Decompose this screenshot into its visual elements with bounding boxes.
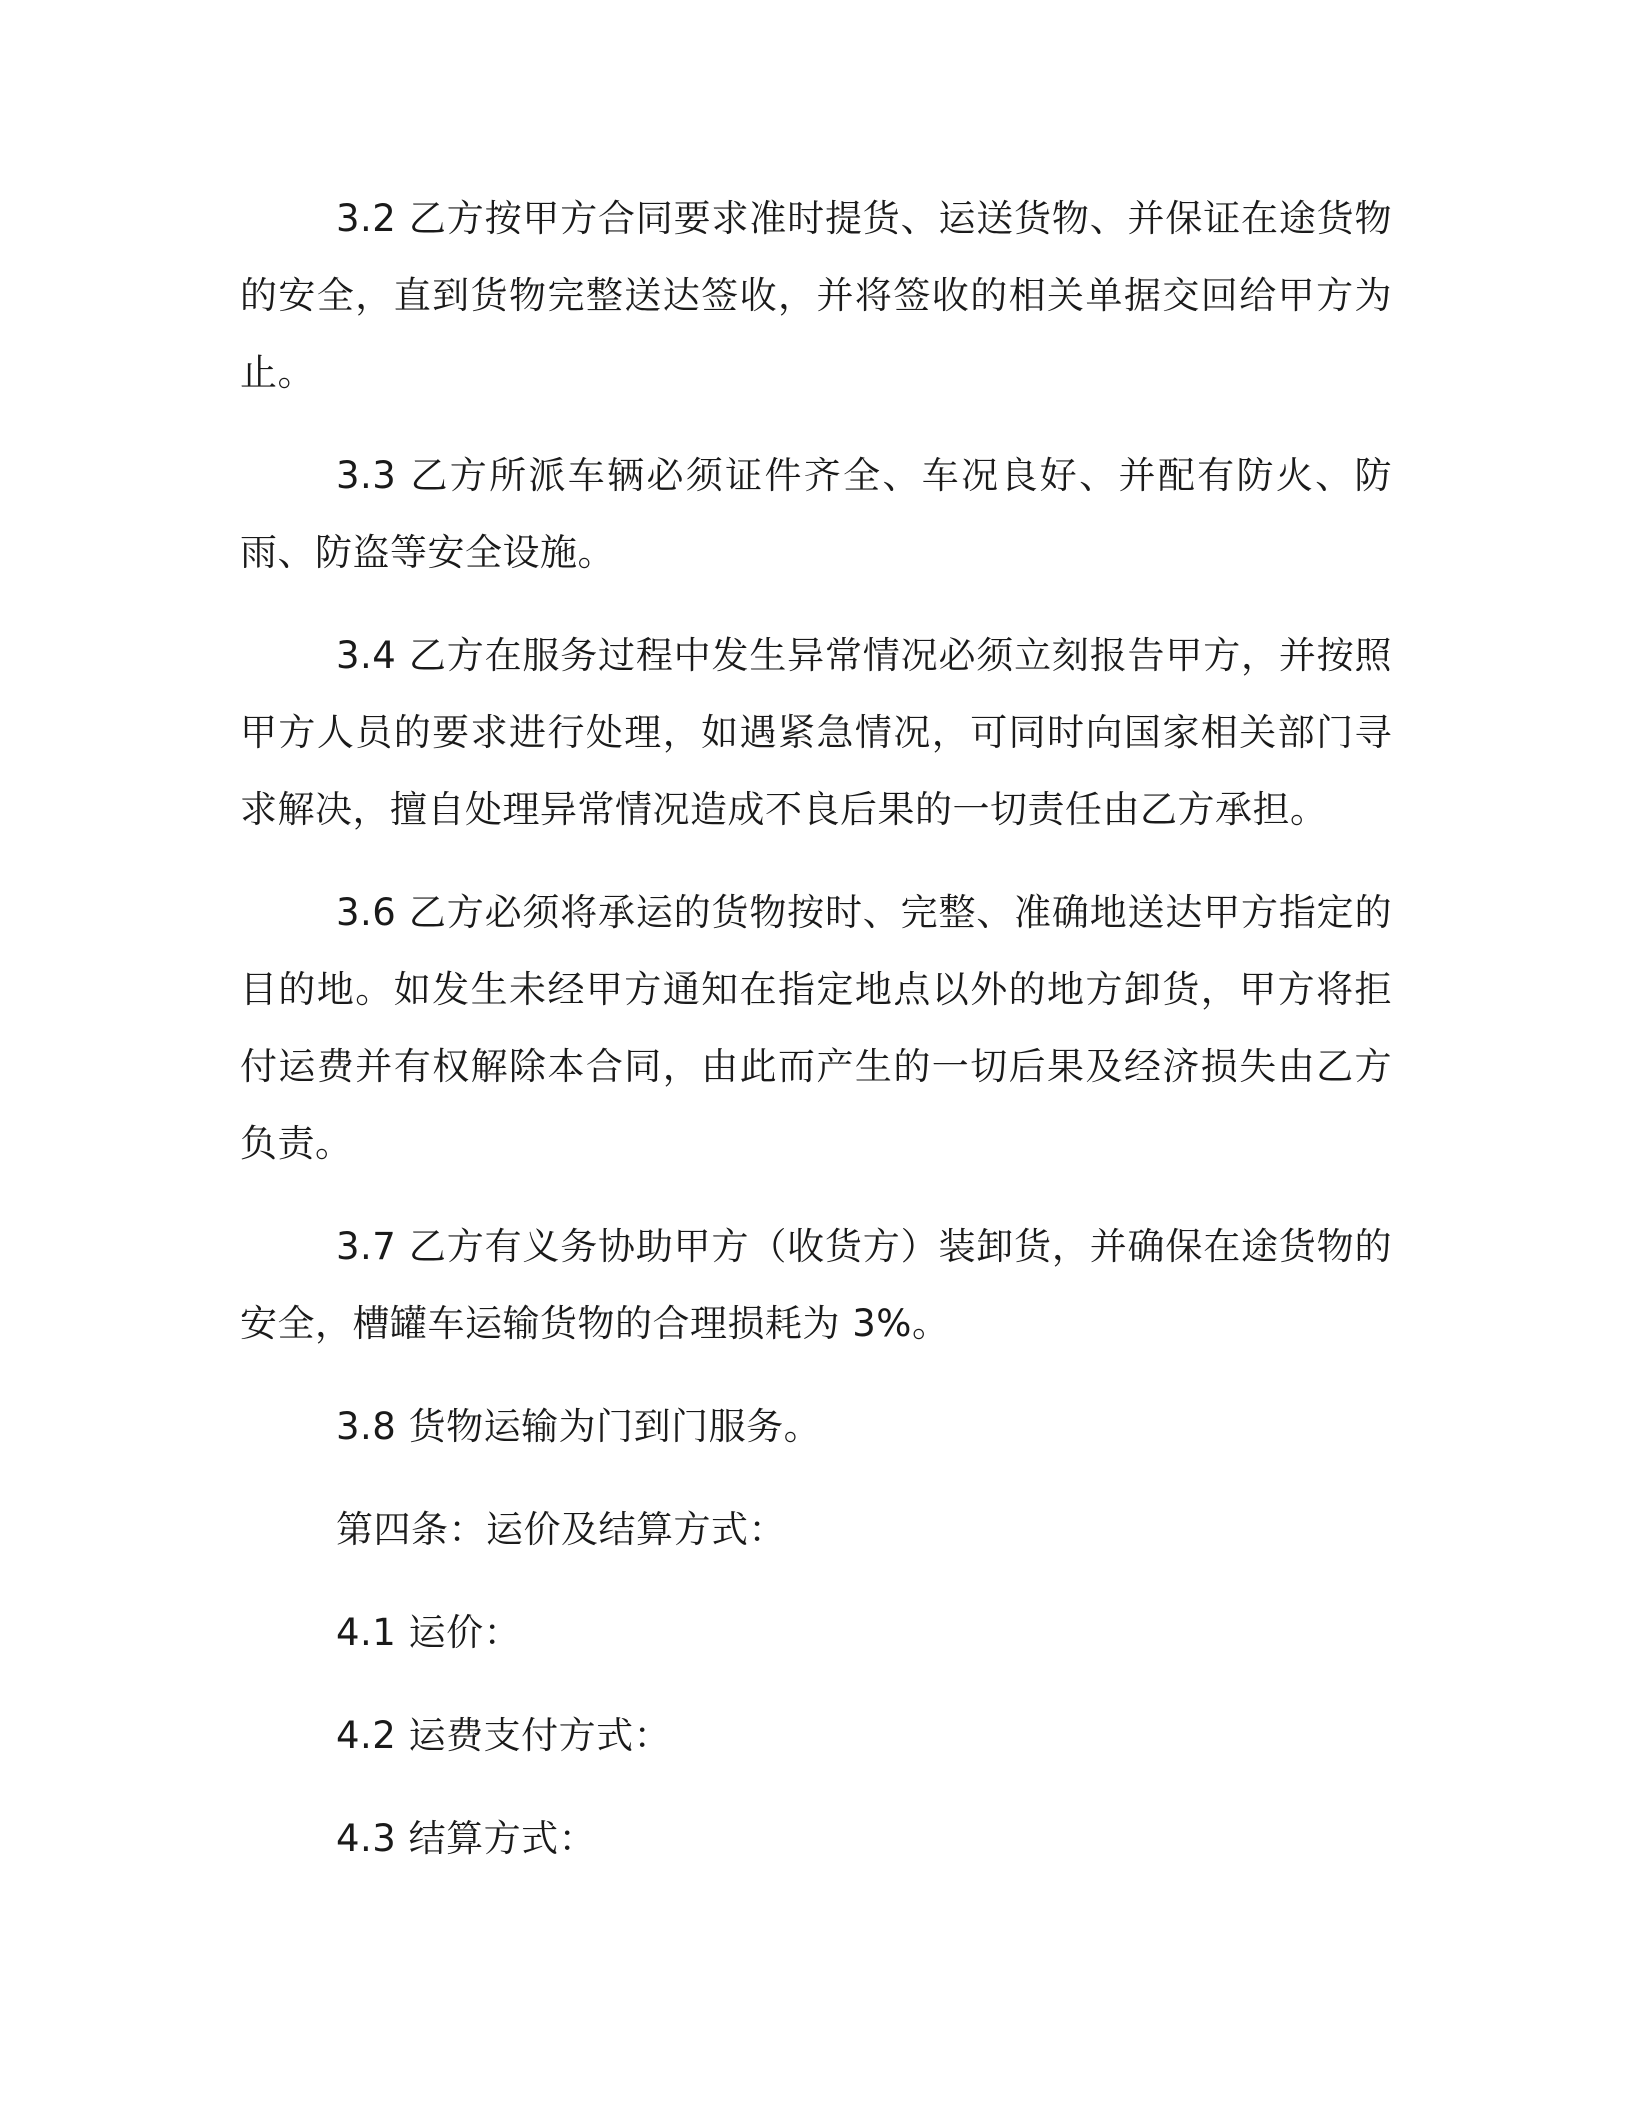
clause-4-1: 4.1 运价： [336,1611,522,1654]
clause-3-7: 3.7 乙方有义务协助甲方（收货方）装卸货，并确保在途货物的安全，槽罐车运输货物的合理损耗为 3%。 [240,1225,1392,1345]
clause-3-8: 3.8 货物运输为门到门服务。 [336,1405,822,1448]
clause-4-2: 4.2 运费支付方式： [336,1714,672,1757]
clause-3-2: 3.2 乙方按甲方合同要求准时提货、运送货物、并保证在途货物的安全，直到货物完整送达签收，并将签收的相关单据交回给甲方为止。 [240,197,1392,394]
article-4-heading: 第四条：运价及结算方式： [336,1508,786,1551]
document-body [240,180,1392,1903]
clause-3-3: 3.3 乙方所派车辆必须证件齐全、车况良好、并配有防火、防雨、防盗等安全设施。 [240,454,1392,574]
clause-4-3: 4.3 结算方式： [336,1817,597,1860]
clause-3-4: 3.4 乙方在服务过程中发生异常情况必须立刻报告甲方，并按照甲方人员的要求进行处理，如遇紧急情况，可同时向国家相关部门寻求解决，擅自处理异常情况造成不良后果的一切责任由乙方承担。 [240,634,1392,831]
clause-3-6: 3.6 乙方必须将承运的货物按时、完整、准确地送达甲方指定的目的地。如发生未经甲方通知在指定地点以外的地方卸货，甲方将拒付运费并有权解除本合同，由此而产生的一切后果及经济损失由乙方负责。 [240,891,1392,1165]
